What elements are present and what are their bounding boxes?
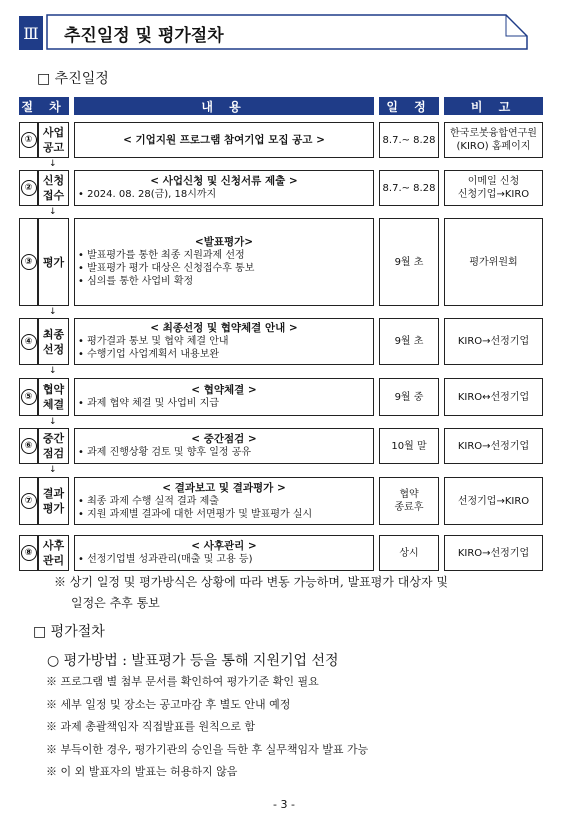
eval-note: ※ 세부 일정 및 장소는 공고마감 후 별도 안내 예정 [46, 698, 291, 711]
flow-arrow: ↓ [49, 465, 57, 475]
step-name: 결과 평가 [38, 477, 69, 525]
section-title: 추진일정 및 평가절차 [64, 26, 224, 46]
section-title-box [46, 14, 528, 48]
flow-arrow: ↓ [49, 207, 57, 217]
step-name: 중간 점검 [38, 428, 69, 464]
table-row-number: ⑥ [19, 428, 38, 464]
table-row-number: ① [19, 122, 38, 158]
step-content: < 사업신청 및 신청서류 제출 > • 2024. 08. 28(금), 18시까지 [74, 170, 374, 206]
flow-arrow: ↓ [49, 307, 57, 317]
step-date: 10월 말 [379, 428, 439, 464]
table-row-number: ④ [19, 318, 38, 365]
step-remark: KIRO→선정기업 [444, 428, 543, 464]
step-date: 협약 종료후 [379, 477, 439, 525]
step-name: 협약 체결 [38, 378, 69, 416]
step-remark: 평가위원회 [444, 218, 543, 306]
header-remarks: 비 고 [444, 97, 543, 115]
eval-note: ※ 과제 총괄책임자 직접발표를 원칙으로 함 [46, 720, 256, 733]
step-content: < 최종선정 및 협약체결 안내 > • 평가결과 통보 및 협약 체결 안내 • 수행기업 사업계획서 내용보완 [74, 318, 374, 365]
step-date: 9월 초 [379, 218, 439, 306]
step-date: 8.7.~ 8.28 [379, 122, 439, 158]
table-row-number: ⑦ [19, 477, 38, 525]
section-number: Ⅲ [19, 16, 43, 50]
table-row-number: ③ [19, 218, 38, 306]
step-name: 신청 접수 [38, 170, 69, 206]
step-date: 9월 초 [379, 318, 439, 365]
flow-arrow: ↓ [49, 366, 57, 376]
header-procedure: 절 차 [19, 97, 69, 115]
header-content: 내 용 [74, 97, 374, 115]
schedule-heading: □ 추진일정 [37, 71, 109, 87]
step-remark: 선정기업→KIRO [444, 477, 543, 525]
step-remark: 이메일 신청 신청기업→KIRO [444, 170, 543, 206]
step-remark: KIRO→선정기업 [444, 318, 543, 365]
header-schedule: 일 정 [379, 97, 439, 115]
step-content: <발표평가> • 발표평가를 통한 최종 지원과제 선정 • 발표평가 평가 대상은 신청접수후 통보 • 심의를 통한 사업비 확정 [74, 218, 374, 306]
step-remark: KIRO→선정기업 [444, 535, 543, 571]
step-content: < 중간점검 > • 과제 진행상황 검토 및 향후 일정 공유 [74, 428, 374, 464]
step-content: < 기업지원 프로그램 참여기업 모집 공고 > [74, 122, 374, 158]
step-remark: KIRO↔선정기업 [444, 378, 543, 416]
table-row-number: ⑤ [19, 378, 38, 416]
step-remark: 한국로봇융합연구원 (KIRO) 홈페이지 [444, 122, 543, 158]
step-content: < 협약체결 > • 과제 협약 체결 및 사업비 지급 [74, 378, 374, 416]
flow-arrow: ↓ [49, 159, 57, 169]
step-name: 최종 선정 [38, 318, 69, 365]
page-number: - 3 - [273, 798, 295, 811]
eval-method: ○ 평가방법 : 발표평가 등을 통해 지원기업 선정 [47, 653, 339, 669]
eval-note: ※ 프로그램 별 첨부 문서를 확인하여 평가기준 확인 필요 [46, 675, 319, 688]
table-row-number: ② [19, 170, 38, 206]
schedule-note-line1: ※ 상기 일정 및 평가방식은 상황에 따라 변동 가능하며, 발표평가 대상자 및 [54, 575, 448, 589]
step-date: 9월 중 [379, 378, 439, 416]
eval-heading: □ 평가절차 [33, 624, 105, 640]
step-content: < 결과보고 및 결과평가 > • 최종 과제 수행 실적 결과 제출 • 지원 과제별 결과에 대한 서면평가 및 발표평가 실시 [74, 477, 374, 525]
table-row-number: ⑧ [19, 535, 38, 571]
eval-note: ※ 부득이한 경우, 평가기관의 승인을 득한 후 실무책임자 발표 가능 [46, 743, 369, 756]
step-name: 평가 [38, 218, 69, 306]
step-date: 상시 [379, 535, 439, 571]
step-name: 사후 관리 [38, 535, 69, 571]
flow-arrow: ↓ [49, 417, 57, 427]
schedule-note-line2: 일정은 추후 통보 [71, 596, 160, 610]
eval-note: ※ 이 외 발표자의 발표는 허용하지 않음 [46, 765, 238, 778]
step-content: < 사후관리 > • 선정기업별 성과관리(매출 및 고용 등) [74, 535, 374, 571]
step-date: 8.7.~ 8.28 [379, 170, 439, 206]
step-name: 사업 공고 [38, 122, 69, 158]
